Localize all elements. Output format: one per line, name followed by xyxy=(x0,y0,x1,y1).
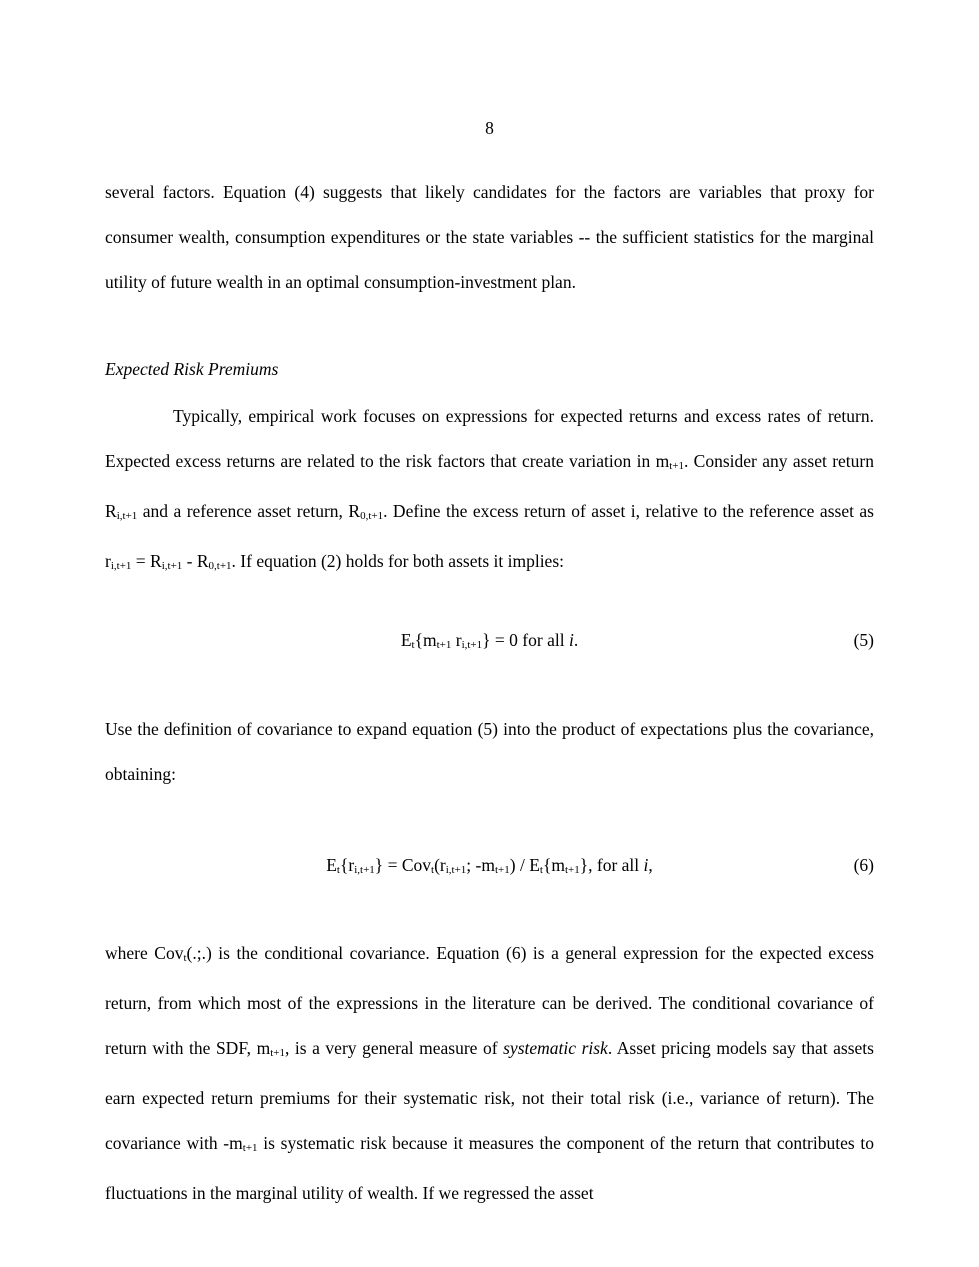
subscript: i,t+1 xyxy=(110,560,132,572)
equation-5: Et{mt+1 ri,t+1} = 0 for all i. xyxy=(400,630,579,651)
italic-text: i xyxy=(643,855,649,875)
subscript: 0,t+1 xyxy=(208,560,232,572)
subscript: t+1 xyxy=(270,1047,285,1059)
equation-6: Et{ri,t+1} = Covt(ri,t+1; -mt+1) / Et{mt+1}, for all i, xyxy=(326,855,653,876)
paragraph-systematic-risk: where Covt(.;.) is the conditional covariance. Equation (6) is a general expression for the expected excess return, from which most of the expressions in the literature can be derived. The conditional covariance of return with the SDF, mt+1, is a very general measure of systematic risk. Asset pricing models say that assets earn expected return premiums for their systematic risk, not their total risk (i.e., variance of return). The covariance with -mt+1 is systematic risk because it measures the component of the return that contributes to fluctuations in the marginal utility of wealth. If we regressed the asset xyxy=(105,943,874,1203)
equation-5-number: (5) xyxy=(853,630,874,650)
subscript: i,t+1 xyxy=(116,510,138,522)
subscript: 0,t+1 xyxy=(360,510,384,522)
italic-text: i xyxy=(568,630,574,650)
subscript: t xyxy=(183,952,187,964)
subscript: i,t+1 xyxy=(354,864,375,876)
subscript: i,t+1 xyxy=(445,864,467,876)
section-heading: Expected Risk Premiums xyxy=(105,359,279,379)
subscript: t+1 xyxy=(669,460,684,472)
subscript: t xyxy=(431,864,435,876)
subscript: t+1 xyxy=(436,639,452,651)
subscript: t+1 xyxy=(242,1142,258,1154)
equation-6-number: (6) xyxy=(853,855,874,875)
equation-6-row xyxy=(105,855,874,885)
subscript: t xyxy=(411,639,415,651)
subscript: i,t+1 xyxy=(461,639,483,651)
subscript: t+1 xyxy=(494,864,510,876)
equation-5-row xyxy=(105,630,874,660)
italic-text: systematic risk xyxy=(503,1038,608,1058)
subscript: t+1 xyxy=(564,864,580,876)
subscript: i,t+1 xyxy=(161,560,183,572)
paragraph-factors: several factors. Equation (4) suggests that likely candidates for the factors are variables that proxy for consumer wealth, consumption expenditures or the state variables -- the sufficient statistics for the marginal utility of future wealth in an optimal consumption-investment plan. xyxy=(105,182,874,292)
subscript: t xyxy=(539,864,543,876)
page-number: 8 xyxy=(485,118,494,138)
paragraph-covariance: Use the definition of covariance to expand equation (5) into the product of expectations plus the covariance, obtaining: xyxy=(105,719,874,784)
subscript: t xyxy=(336,864,340,876)
paragraph-expected-returns: Typically, empirical work focuses on expressions for expected returns and excess rates of return. Expected excess returns are related to the risk factors that create variation in mt+1. Consider any asset return Ri,t+1 and a reference asset return, R0,t+1. Define the excess return of asset i, relative to the reference asset as ri,t+1 = Ri,t+1 - R0,t+1. If equation (2) holds for both assets it implies: xyxy=(105,406,874,572)
